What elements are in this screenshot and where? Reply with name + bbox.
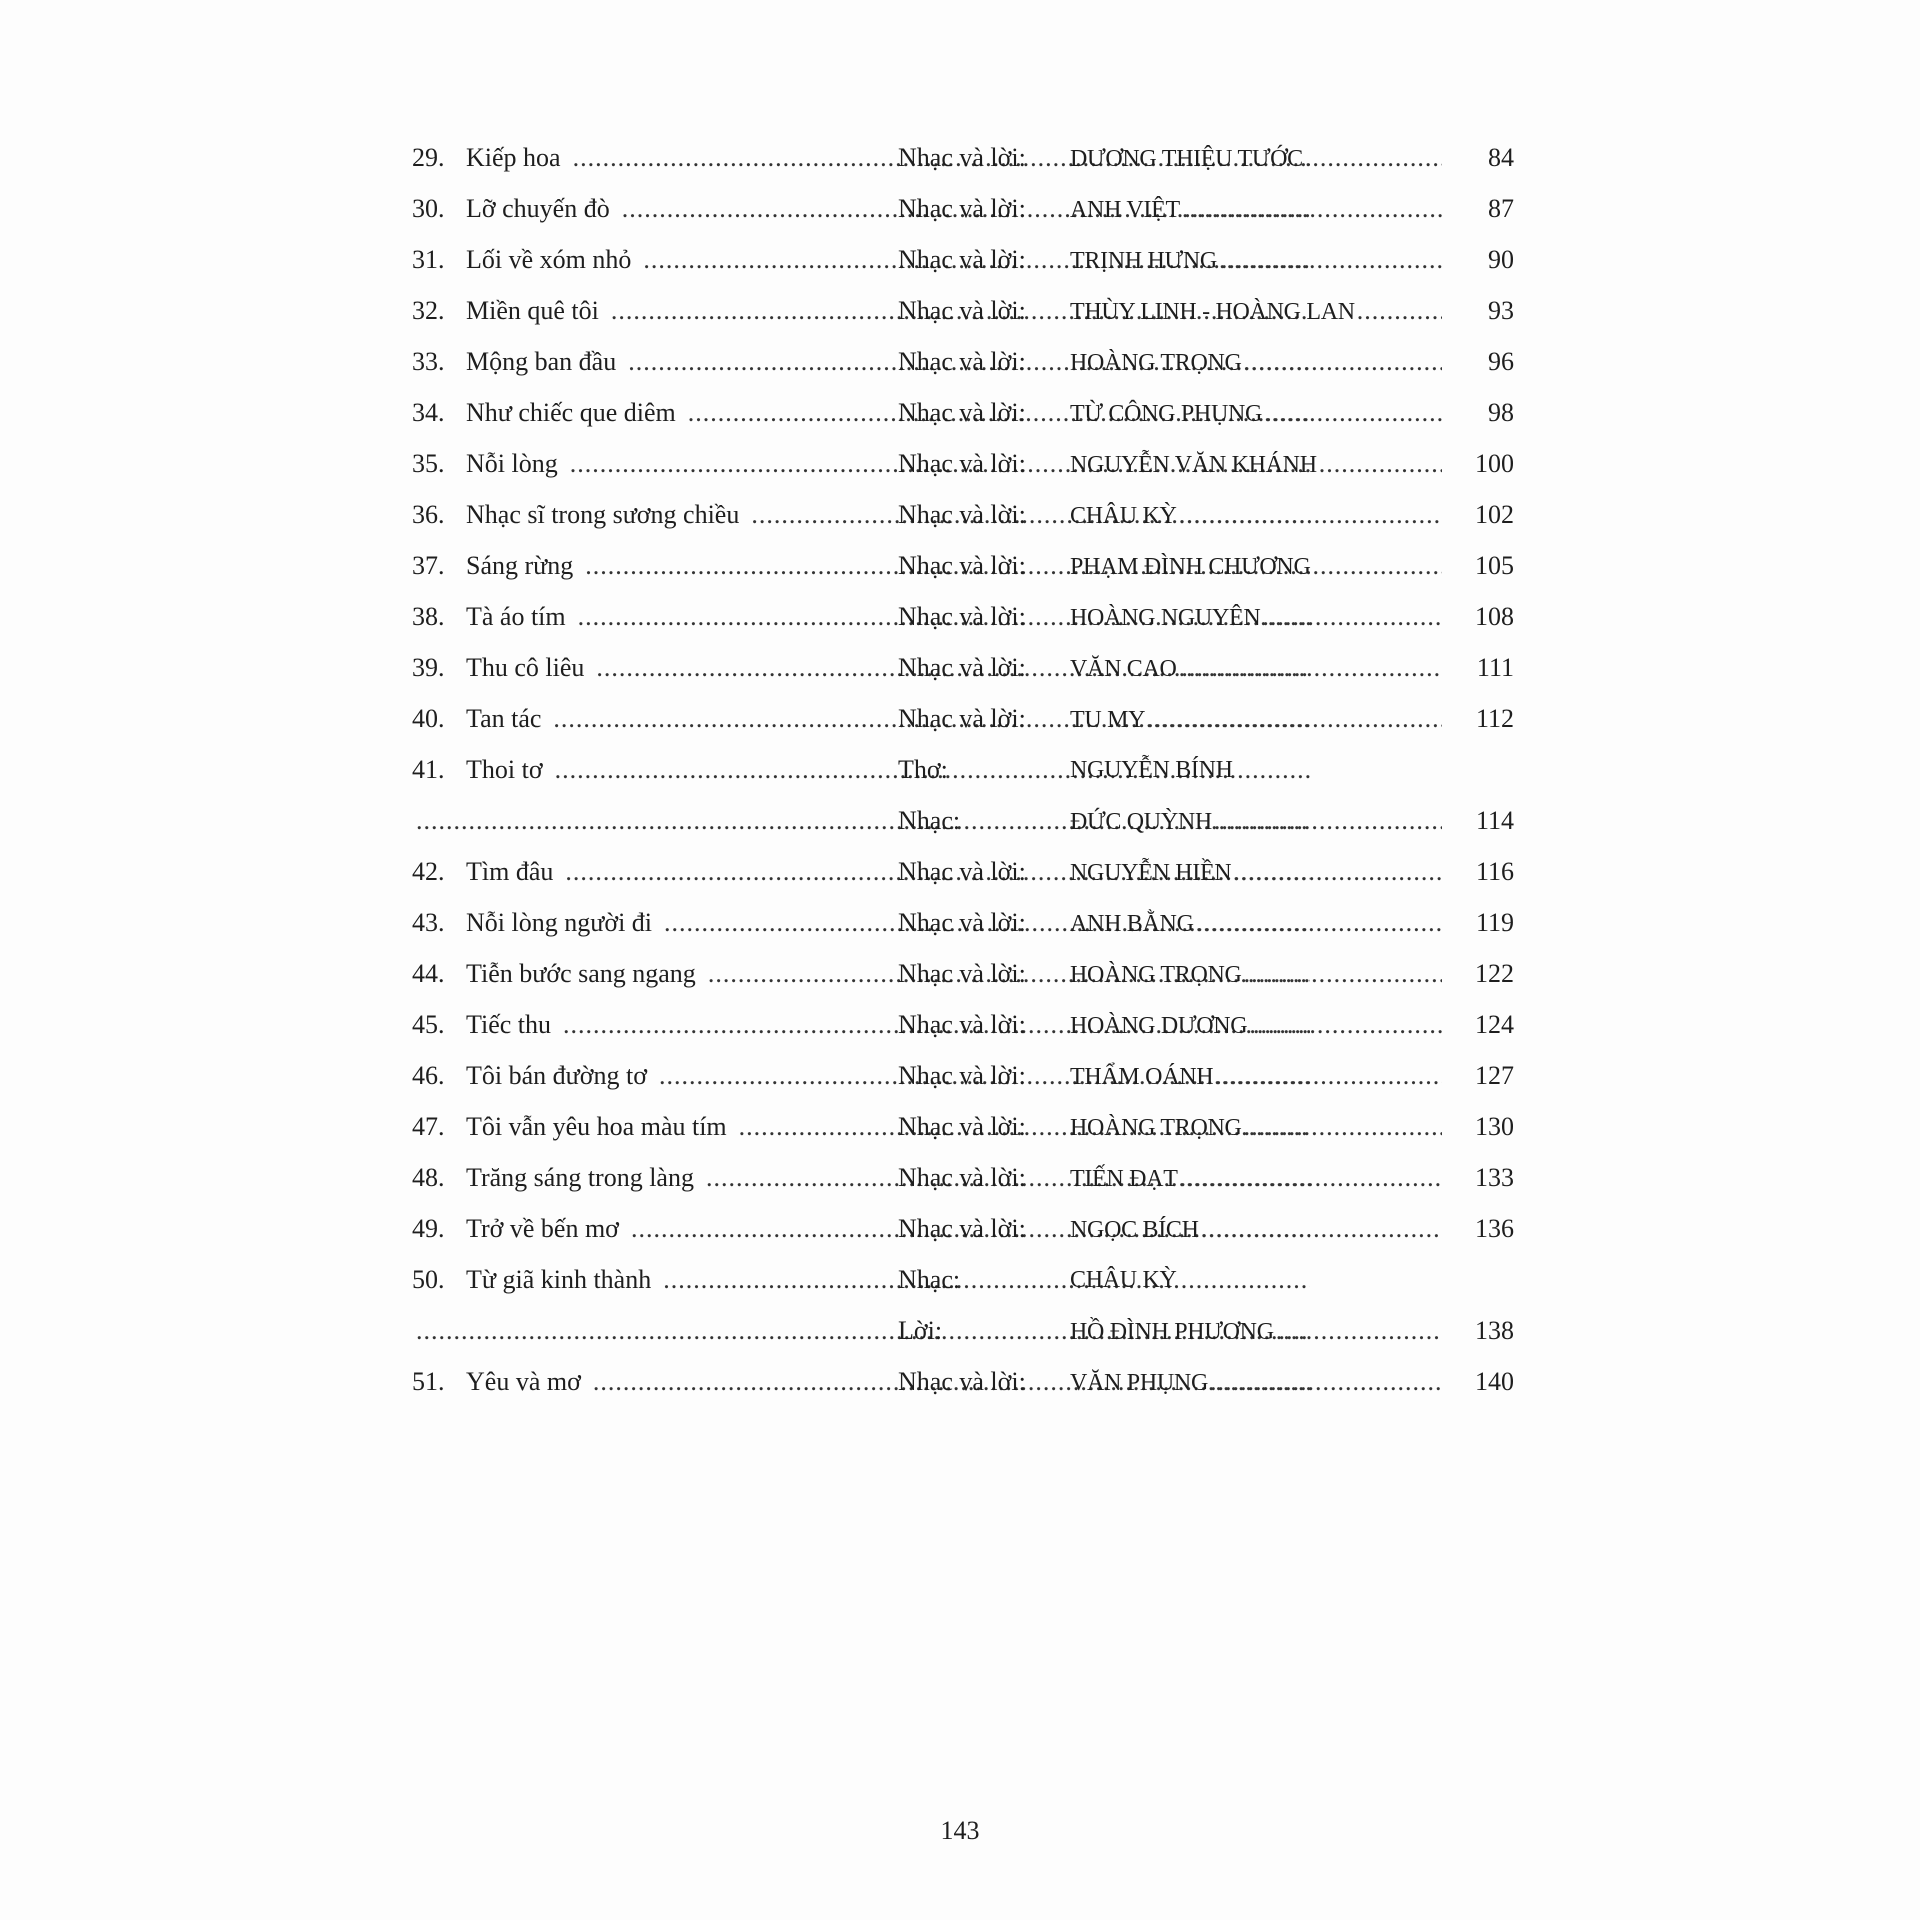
name-leader <box>1070 444 1442 484</box>
page-ref: 138 <box>1475 1316 1514 1345</box>
name-leader <box>1070 1005 1442 1045</box>
dot-leader <box>1244 1107 1442 1147</box>
author-name: HOÀNG TRỌNG <box>1070 350 1242 376</box>
dot-leader <box>1313 546 1443 586</box>
page-ref: 140 <box>1475 1367 1514 1396</box>
page-ref: 108 <box>1475 602 1514 631</box>
author-name: TU MY <box>1070 707 1146 733</box>
toc-line <box>412 1107 1514 1158</box>
entry-number: 30. <box>412 194 445 223</box>
dot-leader <box>1357 291 1442 331</box>
entry-number: 37. <box>412 551 445 580</box>
dot-leader <box>1244 954 1442 994</box>
toc-line <box>412 1260 1514 1311</box>
entry-number: 42. <box>412 857 445 886</box>
toc-entry <box>412 750 1514 852</box>
credit-role: Nhạc và lời: <box>898 551 1026 580</box>
dot-leader <box>1215 1056 1442 1096</box>
toc-line <box>412 342 1514 393</box>
dot-leader <box>1262 597 1442 637</box>
credit-role: Nhạc và lời: <box>898 704 1026 733</box>
credit-role: Nhạc và lời: <box>898 908 1026 937</box>
author-name: TIẾN ĐẠT <box>1070 1166 1178 1192</box>
entry-number: 34. <box>412 398 445 427</box>
name-leader <box>1070 342 1442 382</box>
credit-role: Nhạc và lời: <box>898 398 1026 427</box>
name-leader <box>1070 240 1442 280</box>
credit-role: Nhạc và lời: <box>898 449 1026 478</box>
song-title: Thu cô liêu <box>466 653 585 682</box>
author-name: HỒ ĐÌNH PHƯƠNG <box>1070 1319 1274 1345</box>
toc-line <box>412 444 1514 495</box>
dot-leader <box>1180 1158 1442 1198</box>
toc-entry <box>412 903 1514 954</box>
name-leader <box>1070 1311 1442 1351</box>
entry-number: 33. <box>412 347 445 376</box>
toc-entry <box>412 597 1514 648</box>
entry-number: 51. <box>412 1367 445 1396</box>
entry-number: 39. <box>412 653 445 682</box>
credit-role: Nhạc và lời: <box>898 602 1026 631</box>
credit-role: Nhạc và lời: <box>898 1010 1026 1039</box>
dot-leader <box>1179 495 1442 535</box>
toc-line <box>412 648 1514 699</box>
toc-line <box>412 138 1514 189</box>
entry-number: 32. <box>412 296 445 325</box>
dot-leader <box>1210 1362 1442 1402</box>
entry-number: 43. <box>412 908 445 937</box>
toc-entry <box>412 852 1514 903</box>
song-title: Kiếp hoa <box>466 143 561 172</box>
author-name: ANH BẰNG <box>1070 911 1194 937</box>
credit-role: Nhạc và lời: <box>898 1214 1026 1243</box>
name-leader <box>1070 648 1442 688</box>
song-title: Tan tác <box>466 704 542 733</box>
name-leader <box>1070 291 1442 331</box>
toc-line <box>412 1311 1514 1362</box>
name-leader <box>1070 1056 1442 1096</box>
entry-number: 50. <box>412 1265 445 1294</box>
name-leader <box>1070 954 1442 994</box>
credit-role: Nhạc và lời: <box>898 653 1026 682</box>
toc-line <box>412 393 1514 444</box>
toc-line <box>412 495 1514 546</box>
credit-role: Nhạc và lời: <box>898 1163 1026 1192</box>
entry-number: 44. <box>412 959 445 988</box>
entry-number: 46. <box>412 1061 445 1090</box>
author-name: THẨM OÁNH <box>1070 1064 1214 1090</box>
entry-number: 45. <box>412 1010 445 1039</box>
dot-leader <box>1233 852 1442 892</box>
toc-entry <box>412 648 1514 699</box>
name-leader <box>1070 699 1442 739</box>
toc-line <box>412 1056 1514 1107</box>
author-name: HOÀNG TRỌNG <box>1070 1115 1242 1141</box>
page-ref: 130 <box>1475 1112 1514 1141</box>
dot-leader <box>1201 1209 1442 1249</box>
song-title: Yêu và mơ <box>466 1367 581 1396</box>
toc-line <box>412 1209 1514 1260</box>
song-title: Từ giã kinh thành <box>466 1265 652 1294</box>
credit-role: Nhạc và lời: <box>898 245 1026 274</box>
page-ref <box>1442 750 1514 790</box>
toc-entry <box>412 1158 1514 1209</box>
entry-number: 29. <box>412 143 445 172</box>
author-name: CHÂU KỲ <box>1070 1267 1177 1293</box>
song-title: Lối về xóm nhỏ <box>466 245 632 274</box>
name-leader <box>1070 546 1442 586</box>
author-name: ĐỨC QUỲNH <box>1070 809 1212 835</box>
page-ref: 96 <box>1488 347 1514 376</box>
entry-number: 48. <box>412 1163 445 1192</box>
toc-entry <box>412 1107 1514 1158</box>
song-title: Tôi vẫn yêu hoa màu tím <box>466 1112 727 1141</box>
author-name: NGỌC BÍCH <box>1070 1217 1199 1243</box>
name-leader <box>1070 597 1442 637</box>
page-ref: 111 <box>1476 653 1514 682</box>
page-ref: 100 <box>1475 449 1514 478</box>
dot-leader <box>1319 444 1442 484</box>
credit-role: Nhạc và lời: <box>898 194 1026 223</box>
name-leader <box>1070 1260 1442 1300</box>
author-name: CHÂU KỲ <box>1070 503 1177 529</box>
toc-line <box>412 1362 1514 1413</box>
credit-role: Nhạc và lời: <box>898 143 1026 172</box>
song-title: Miền quê tôi <box>466 296 599 325</box>
credit-role: Nhạc và lời: <box>898 1061 1026 1090</box>
author-name: NGUYỄN HIỀN <box>1070 860 1232 886</box>
song-title: Trở về bến mơ <box>466 1214 619 1243</box>
author-name: TRỊNH HƯNG <box>1070 248 1217 274</box>
name-leader <box>1070 750 1442 790</box>
name-leader <box>1070 189 1442 229</box>
song-title: Tà áo tím <box>466 602 566 631</box>
table-of-contents <box>412 138 1514 1413</box>
song-title: Sáng rừng <box>466 551 574 580</box>
author-name: VĂN CAO <box>1070 656 1177 682</box>
page-ref: 87 <box>1488 194 1514 223</box>
name-leader <box>1070 1209 1442 1249</box>
song-title: Thoi tơ <box>466 755 543 784</box>
page-ref: 98 <box>1488 398 1514 427</box>
name-leader <box>1070 852 1442 892</box>
dot-leader <box>1179 648 1442 688</box>
page-ref: 112 <box>1475 704 1514 733</box>
dot-leader <box>1264 393 1442 433</box>
toc-entry <box>412 189 1514 240</box>
credit-role: Thơ: <box>898 755 948 784</box>
credit-role: Nhạc: <box>898 806 961 835</box>
song-title: Tiếc thu <box>466 1010 551 1039</box>
song-title: Tôi bán đường tơ <box>466 1061 647 1090</box>
toc-entry <box>412 138 1514 189</box>
entry-number: 36. <box>412 500 445 529</box>
author-name: HOÀNG TRỌNG <box>1070 962 1242 988</box>
name-leader <box>1070 393 1442 433</box>
page-ref: 124 <box>1475 1010 1514 1039</box>
song-title: Tìm đâu <box>466 857 554 886</box>
page-ref: 133 <box>1475 1163 1514 1192</box>
toc-line <box>412 750 1514 801</box>
toc-entry <box>412 291 1514 342</box>
page-number: 143 <box>940 1816 980 1845</box>
credit-role: Nhạc và lời: <box>898 296 1026 325</box>
author-name: HOÀNG NGUYÊN <box>1070 605 1261 631</box>
toc-line <box>412 852 1514 903</box>
song-title: Mộng ban đầu <box>466 347 617 376</box>
toc-entry <box>412 495 1514 546</box>
page-ref: 90 <box>1488 245 1514 274</box>
dot-leader <box>1219 240 1442 280</box>
dot-leader <box>1196 903 1442 943</box>
toc-line <box>412 699 1514 750</box>
page-ref: 122 <box>1475 959 1514 988</box>
song-title: Trăng sáng trong làng <box>466 1163 694 1192</box>
page-ref: 105 <box>1475 551 1514 580</box>
toc-entry <box>412 1056 1514 1107</box>
credit-role: Nhạc và lời: <box>898 500 1026 529</box>
name-leader <box>1070 1362 1442 1402</box>
page-ref: 119 <box>1475 908 1514 937</box>
dot-leader <box>1244 342 1442 382</box>
author-name: NGUYỄN BÍNH <box>1070 757 1233 783</box>
name-leader <box>1070 138 1442 178</box>
page-ref: 116 <box>1475 857 1514 886</box>
page-ref: 114 <box>1475 806 1514 835</box>
song-title: Tiễn bước sang ngang <box>466 959 696 988</box>
toc-entry <box>412 1362 1514 1413</box>
name-leader <box>1070 1107 1442 1147</box>
toc-entry <box>412 954 1514 1005</box>
toc-line <box>412 189 1514 240</box>
dot-leader <box>1276 1311 1442 1351</box>
name-leader <box>1070 801 1442 841</box>
author-name: ANH VIỆT <box>1070 197 1180 223</box>
song-title: Nhạc sĩ trong sương chiều <box>466 500 740 529</box>
author-name: NGUYỄN VĂN KHÁNH <box>1070 452 1317 478</box>
page-ref: 136 <box>1475 1214 1514 1243</box>
toc-entry <box>412 240 1514 291</box>
credit-role: Nhạc và lời: <box>898 347 1026 376</box>
credit-role: Lời: <box>898 1316 943 1345</box>
toc-line <box>412 1005 1514 1056</box>
toc-line <box>412 291 1514 342</box>
toc-entry <box>412 1260 1514 1362</box>
entry-number: 41. <box>412 755 445 784</box>
entry-number: 49. <box>412 1214 445 1243</box>
author-name: VĂN PHỤNG <box>1070 1370 1208 1396</box>
dot-leader <box>1147 699 1442 739</box>
toc-entry <box>412 1209 1514 1260</box>
toc-entry <box>412 342 1514 393</box>
toc-line <box>412 903 1514 954</box>
dot-leader <box>1249 1005 1442 1045</box>
song-title: Như chiếc que diêm <box>466 398 676 427</box>
toc-entry <box>412 444 1514 495</box>
entry-number: 47. <box>412 1112 445 1141</box>
credit-role: Nhạc và lời: <box>898 857 1026 886</box>
toc-line <box>412 240 1514 291</box>
entry-number: 38. <box>412 602 445 631</box>
credit-role: Nhạc và lời: <box>898 959 1026 988</box>
dot-leader <box>1214 801 1442 841</box>
toc-line <box>412 597 1514 648</box>
toc-line <box>412 1158 1514 1209</box>
page-ref: 127 <box>1475 1061 1514 1090</box>
song-title: Lỡ chuyến đò <box>466 194 610 223</box>
author-name: THÙY LINH - HOÀNG LAN <box>1070 299 1355 325</box>
toc-entry <box>412 393 1514 444</box>
author-name: HOÀNG DƯƠNG <box>1070 1013 1248 1039</box>
toc-line <box>412 954 1514 1005</box>
song-title: Nỗi lòng người đi <box>466 908 653 937</box>
toc-entry <box>412 1005 1514 1056</box>
page-ref: 84 <box>1488 143 1514 172</box>
toc-line <box>412 801 1514 852</box>
toc-line <box>412 546 1514 597</box>
page-ref <box>1442 1260 1514 1300</box>
toc-entry <box>412 699 1514 750</box>
dot-leader <box>1305 138 1442 178</box>
name-leader <box>1070 1158 1442 1198</box>
credit-role: Nhạc: <box>898 1265 961 1294</box>
name-leader <box>1070 903 1442 943</box>
author-name: TỪ CÔNG PHỤNG <box>1070 401 1263 427</box>
author-name: PHẠM ĐÌNH CHƯƠNG <box>1070 554 1311 580</box>
credit-role: Nhạc và lời: <box>898 1367 1026 1396</box>
entry-number: 31. <box>412 245 445 274</box>
entry-number: 35. <box>412 449 445 478</box>
song-title: Nỗi lòng <box>466 449 558 478</box>
entry-number: 40. <box>412 704 445 733</box>
page-ref: 102 <box>1475 500 1514 529</box>
credit-role: Nhạc và lời: <box>898 1112 1026 1141</box>
toc-entry <box>412 546 1514 597</box>
dot-leader <box>1182 189 1442 229</box>
name-leader <box>1070 495 1442 535</box>
author-name: DƯƠNG THIỆU TƯỚC <box>1070 146 1303 172</box>
page-ref: 93 <box>1488 296 1514 325</box>
